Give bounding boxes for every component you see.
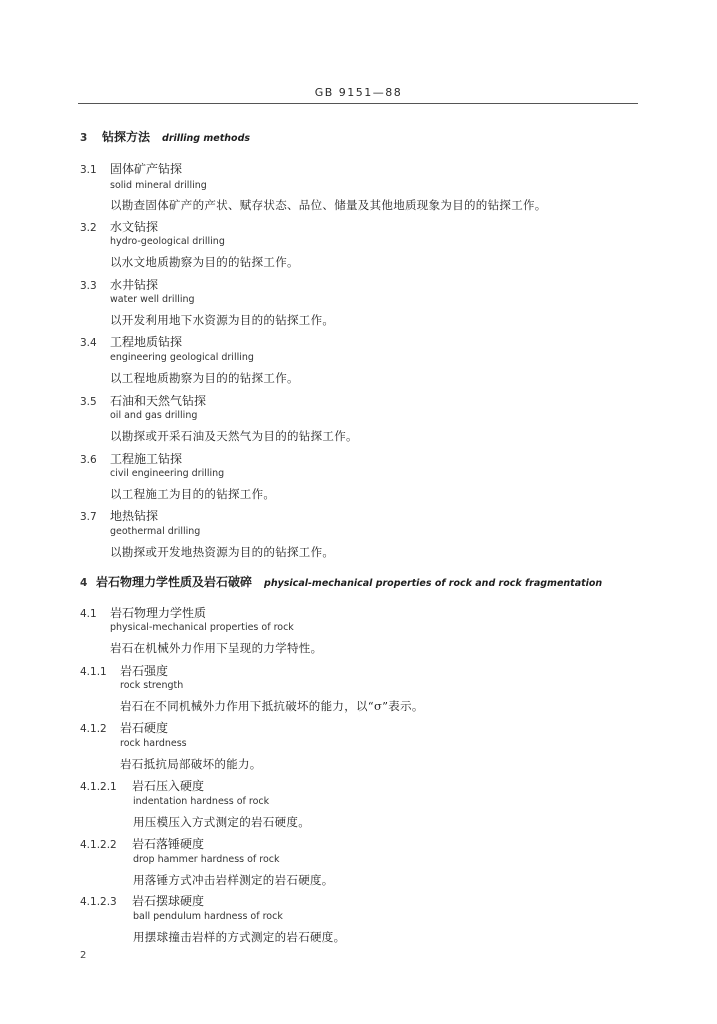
entry-term-row xyxy=(80,448,182,467)
entry-term-row xyxy=(80,505,158,524)
entry-term: 地热钻探 xyxy=(110,509,159,523)
entry-number: 4.1.2.1 xyxy=(80,781,117,793)
entry-number: 3.4 xyxy=(80,337,97,349)
entry-term: 岩石落锤硬度 xyxy=(132,837,205,851)
entry-definition: 用摆球撞击岩样的方式测定的岩石硬度。 xyxy=(133,930,346,944)
entry-term-row xyxy=(80,331,182,350)
entry-term: 岩石硬度 xyxy=(120,721,169,735)
section-title-en: drilling methods xyxy=(162,133,251,144)
section-number: 4 xyxy=(80,577,88,589)
entry-term: 岩石物理力学性质 xyxy=(110,606,207,620)
section-title: 钻探方法 xyxy=(102,130,151,144)
entry-english: ball pendulum hardness of rock xyxy=(133,911,283,922)
entry-english: drop hammer hardness of rock xyxy=(133,854,280,865)
section-3-heading xyxy=(80,128,250,145)
entry-english: rock hardness xyxy=(120,738,187,749)
entry-term: 岩石摆球硬度 xyxy=(132,894,205,908)
entry-term: 固体矿产钻探 xyxy=(110,162,183,176)
header-rule xyxy=(78,103,638,104)
entry-definition: 以勘查固体矿产的产状、赋存状态、品位、储量及其他地质现象为目的的钻探工作。 xyxy=(110,198,547,212)
entry-term: 岩石压入硬度 xyxy=(132,779,205,793)
entry-term-row xyxy=(80,390,206,409)
entry-term-row xyxy=(80,833,204,852)
entry-definition: 用落锤方式冲击岩样测定的岩石硬度。 xyxy=(133,873,334,887)
entry-number: 3.7 xyxy=(80,511,97,523)
section-4-heading xyxy=(80,573,602,590)
entry-term: 水文钻探 xyxy=(110,220,159,234)
entry-term: 工程地质钻探 xyxy=(110,335,183,349)
section-number: 3 xyxy=(80,132,88,144)
entry-number: 4.1.1 xyxy=(80,666,107,678)
entry-term-row xyxy=(80,216,158,235)
entry-definition: 岩石在机械外力作用下呈现的力学特性。 xyxy=(110,641,323,655)
entry-english: rock strength xyxy=(120,680,184,691)
entry-number: 3.5 xyxy=(80,396,97,408)
entry-definition: 以勘探或开发地热资源为目的的钻探工作。 xyxy=(110,545,335,559)
entry-term: 水井钻探 xyxy=(110,278,159,292)
section-title: 岩石物理力学性质及岩石破碎 xyxy=(96,575,253,589)
entry-definition: 以水文地质勘察为目的的钻探工作。 xyxy=(110,255,299,269)
entry-definition: 以工程施工为目的的钻探工作。 xyxy=(110,487,276,501)
entry-term-row xyxy=(80,274,158,293)
entry-definition: 岩石抵抗局部破坏的能力。 xyxy=(120,757,262,771)
entry-term-row xyxy=(80,602,206,621)
entry-number: 4.1.2.2 xyxy=(80,839,117,851)
entry-term-row xyxy=(80,775,204,794)
entry-term: 石油和天然气钻探 xyxy=(110,394,207,408)
entry-english: solid mineral drilling xyxy=(110,180,207,191)
entry-english: indentation hardness of rock xyxy=(133,796,270,807)
entry-number: 3.1 xyxy=(80,164,97,176)
entry-definition: 以开发利用地下水资源为目的的钻探工作。 xyxy=(110,313,335,327)
entry-term-row xyxy=(80,890,204,909)
entry-english: hydro-geological drilling xyxy=(110,236,225,247)
entry-number: 3.2 xyxy=(80,222,97,234)
entry-english: physical-mechanical properties of rock xyxy=(110,622,294,633)
entry-number: 4.1.2 xyxy=(80,723,107,735)
entry-number: 3.6 xyxy=(80,454,97,466)
standard-number: GB 9151—88 xyxy=(314,86,403,99)
entry-number: 4.1 xyxy=(80,608,97,620)
entry-term-row xyxy=(80,660,168,679)
entry-definition: 以工程地质勘察为目的的钻探工作。 xyxy=(110,371,299,385)
entry-english: water well drilling xyxy=(110,294,195,305)
entry-english: oil and gas drilling xyxy=(110,410,198,421)
section-title-en: physical-mechanical properties of rock and rock fragmentation xyxy=(264,578,603,589)
entry-definition: 岩石在不同机械外力作用下抵抗破坏的能力，以“σ”表示。 xyxy=(120,699,424,713)
entry-english: civil engineering drilling xyxy=(110,468,225,479)
page-number: 2 xyxy=(80,950,87,961)
entry-term: 岩石强度 xyxy=(120,664,169,678)
entry-number: 4.1.2.3 xyxy=(80,896,117,908)
entry-term-row xyxy=(80,717,168,736)
entry-term: 工程施工钻探 xyxy=(110,452,183,466)
entry-definition: 以勘探或开采石油及天然气为目的的钻探工作。 xyxy=(110,429,358,443)
entry-english: engineering geological drilling xyxy=(110,352,254,363)
entry-definition: 用压模压入方式测定的岩石硬度。 xyxy=(133,815,310,829)
entry-english: geothermal drilling xyxy=(110,526,201,537)
entry-term-row xyxy=(80,158,182,177)
entry-number: 3.3 xyxy=(80,280,97,292)
